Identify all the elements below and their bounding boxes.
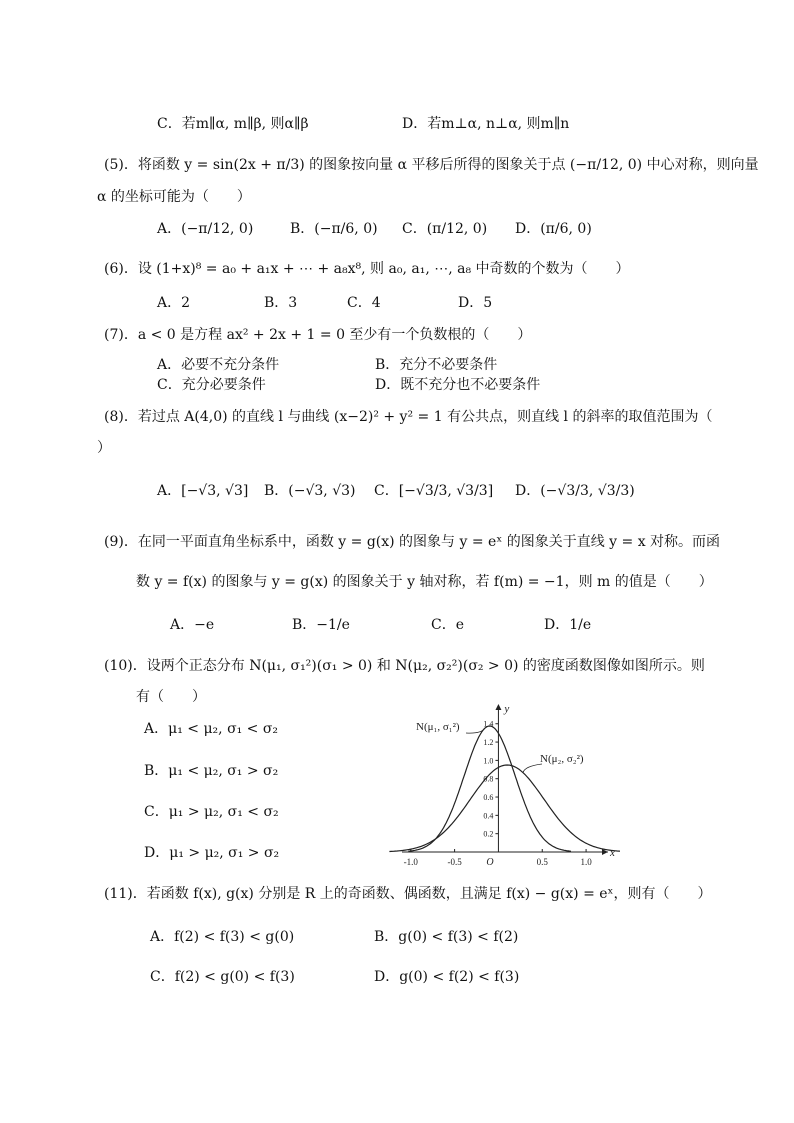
x-tick-label-2: 0.5 (536, 857, 548, 865)
q7-option-a: A．必要不充分条件 (157, 357, 280, 373)
q10-option-c: C．μ₁ > μ₂, σ₁ < σ₂ (144, 804, 279, 820)
q5-option-c: C．(π/12, 0) (402, 221, 488, 237)
q5-option-d: D．(π/6, 0) (515, 221, 592, 237)
q11-stem: (11)．若函数 f(x), g(x) 分别是 R 上的奇函数、偶函数，且满足 f(x) − g(x) = eˣ，则有（ ） (104, 886, 712, 902)
q8-stem-line2: ） (97, 440, 111, 456)
q5-option-b: B．(−π/6, 0) (290, 221, 378, 237)
q7-option-d: D．既不充分也不必要条件 (375, 377, 541, 393)
y-tick-label-2: 0.6 (483, 793, 494, 803)
series-label-2: N(μ₂, σ₂²) (540, 753, 584, 765)
q7-option-c: C．充分必要条件 (157, 377, 266, 393)
q8-option-c: C．[−√3/3, √3/3] (374, 483, 494, 499)
x-tick-label-1: -0.5 (447, 857, 462, 865)
q9-option-c: C．e (431, 617, 464, 633)
y-tick-label-0: 0.2 (483, 829, 494, 839)
q5-stem-line2: α 的坐标可能为（ ） (97, 189, 251, 205)
y-tick-label-3: 0.8 (483, 774, 494, 784)
q9-option-b: B．−1/e (292, 617, 350, 633)
q11-option-d: D．g(0) < f(2) < f(3) (374, 969, 520, 985)
density-curve-2 (389, 765, 620, 852)
q6-option-d: D．5 (458, 295, 493, 311)
q11-option-a: A．f(2) < f(3) < g(0) (150, 929, 295, 945)
origin-label: O (486, 857, 494, 865)
q8-option-a: A．[−√3, √3] (157, 483, 249, 499)
y-tick-label-5: 1.2 (483, 738, 494, 748)
q7-stem: (7)．a < 0 是方程 ax² + 2x + 1 = 0 至少有一个负数根的（ ） (104, 327, 532, 343)
normal-density-chart (380, 700, 620, 865)
series-leader-2 (523, 764, 542, 773)
q6-option-a: A．2 (157, 295, 191, 311)
y-axis-label: y (504, 703, 510, 715)
x-tick-label-0: -1.0 (403, 857, 418, 865)
y-tick-label-1: 0.4 (483, 811, 494, 821)
y-axis-arrow (495, 704, 501, 710)
q6-stem: (6)．设 (1+x)⁸ = a₀ + a₁x + ⋯ + a₈x⁸, 则 a₀, a₁, ⋯, a₈ 中奇数的个数为（ ） (104, 261, 630, 277)
q9-option-d: D．1/e (544, 617, 592, 633)
y-tick-label-4: 1.0 (483, 756, 494, 766)
q10-option-d: D．μ₁ > μ₂, σ₁ > σ₂ (144, 845, 280, 861)
q5-option-a: A．(−π/12, 0) (157, 221, 254, 237)
q10-stem-line2: 有（ ） (136, 689, 206, 705)
series-leader-1 (466, 728, 485, 733)
q9-option-a: A．−e (170, 617, 215, 633)
q4-option-c: C．若m∥α, m∥β, 则α∥β (157, 116, 309, 132)
q9-stem-line2: 数 y = f(x) 的图象与 y = g(x) 的图象关于 y 轴对称，若 f(m) = −1，则 m 的值是（ ） (136, 574, 713, 590)
q10-option-a: A．μ₁ < μ₂, σ₁ < σ₂ (144, 721, 279, 737)
q5-stem-line1: (5)．将函数 y = sin(2x + π/3) 的图象按向量 α 平移后所得的图象关于点 (−π/12, 0) 中心对称，则向量 (104, 157, 759, 173)
q8-option-d: D．(−√3/3, √3/3) (515, 483, 635, 499)
series-label-1: N(μ₁, σ₁²) (416, 721, 460, 733)
q10-stem-line1: (10)．设两个正态分布 N(μ₁, σ₁²)(σ₁ > 0) 和 N(μ₂, σ₂²)(σ₂ > 0) 的密度函数图像如图所示。则 (104, 658, 705, 674)
q10-option-b: B．μ₁ < μ₂, σ₁ > σ₂ (144, 763, 279, 779)
q6-option-b: B．3 (264, 295, 298, 311)
q7-option-b: B．充分不必要条件 (375, 357, 498, 373)
q6-option-c: C．4 (347, 295, 381, 311)
q4-option-d: D．若m⊥α, n⊥α, 则m∥n (402, 116, 570, 132)
q9-stem-line1: (9)．在同一平面直角坐标系中，函数 y = g(x) 的图象与 y = eˣ 的图象关于直线 y = x 对称。而函 (104, 534, 721, 550)
q11-option-b: B．g(0) < f(3) < f(2) (374, 929, 519, 945)
q8-option-b: B．(−√3, √3) (264, 483, 356, 499)
x-tick-label-3: 1.0 (580, 857, 592, 865)
x-axis-label: x (610, 847, 615, 859)
y-tick-label-6: 1.4 (483, 719, 494, 729)
q11-option-c: C．f(2) < g(0) < f(3) (150, 969, 295, 985)
q8-stem-line1: (8)．若过点 A(4,0) 的直线 l 与曲线 (x−2)² + y² = 1 有公共点，则直线 l 的斜率的取值范围为（ (104, 409, 713, 425)
